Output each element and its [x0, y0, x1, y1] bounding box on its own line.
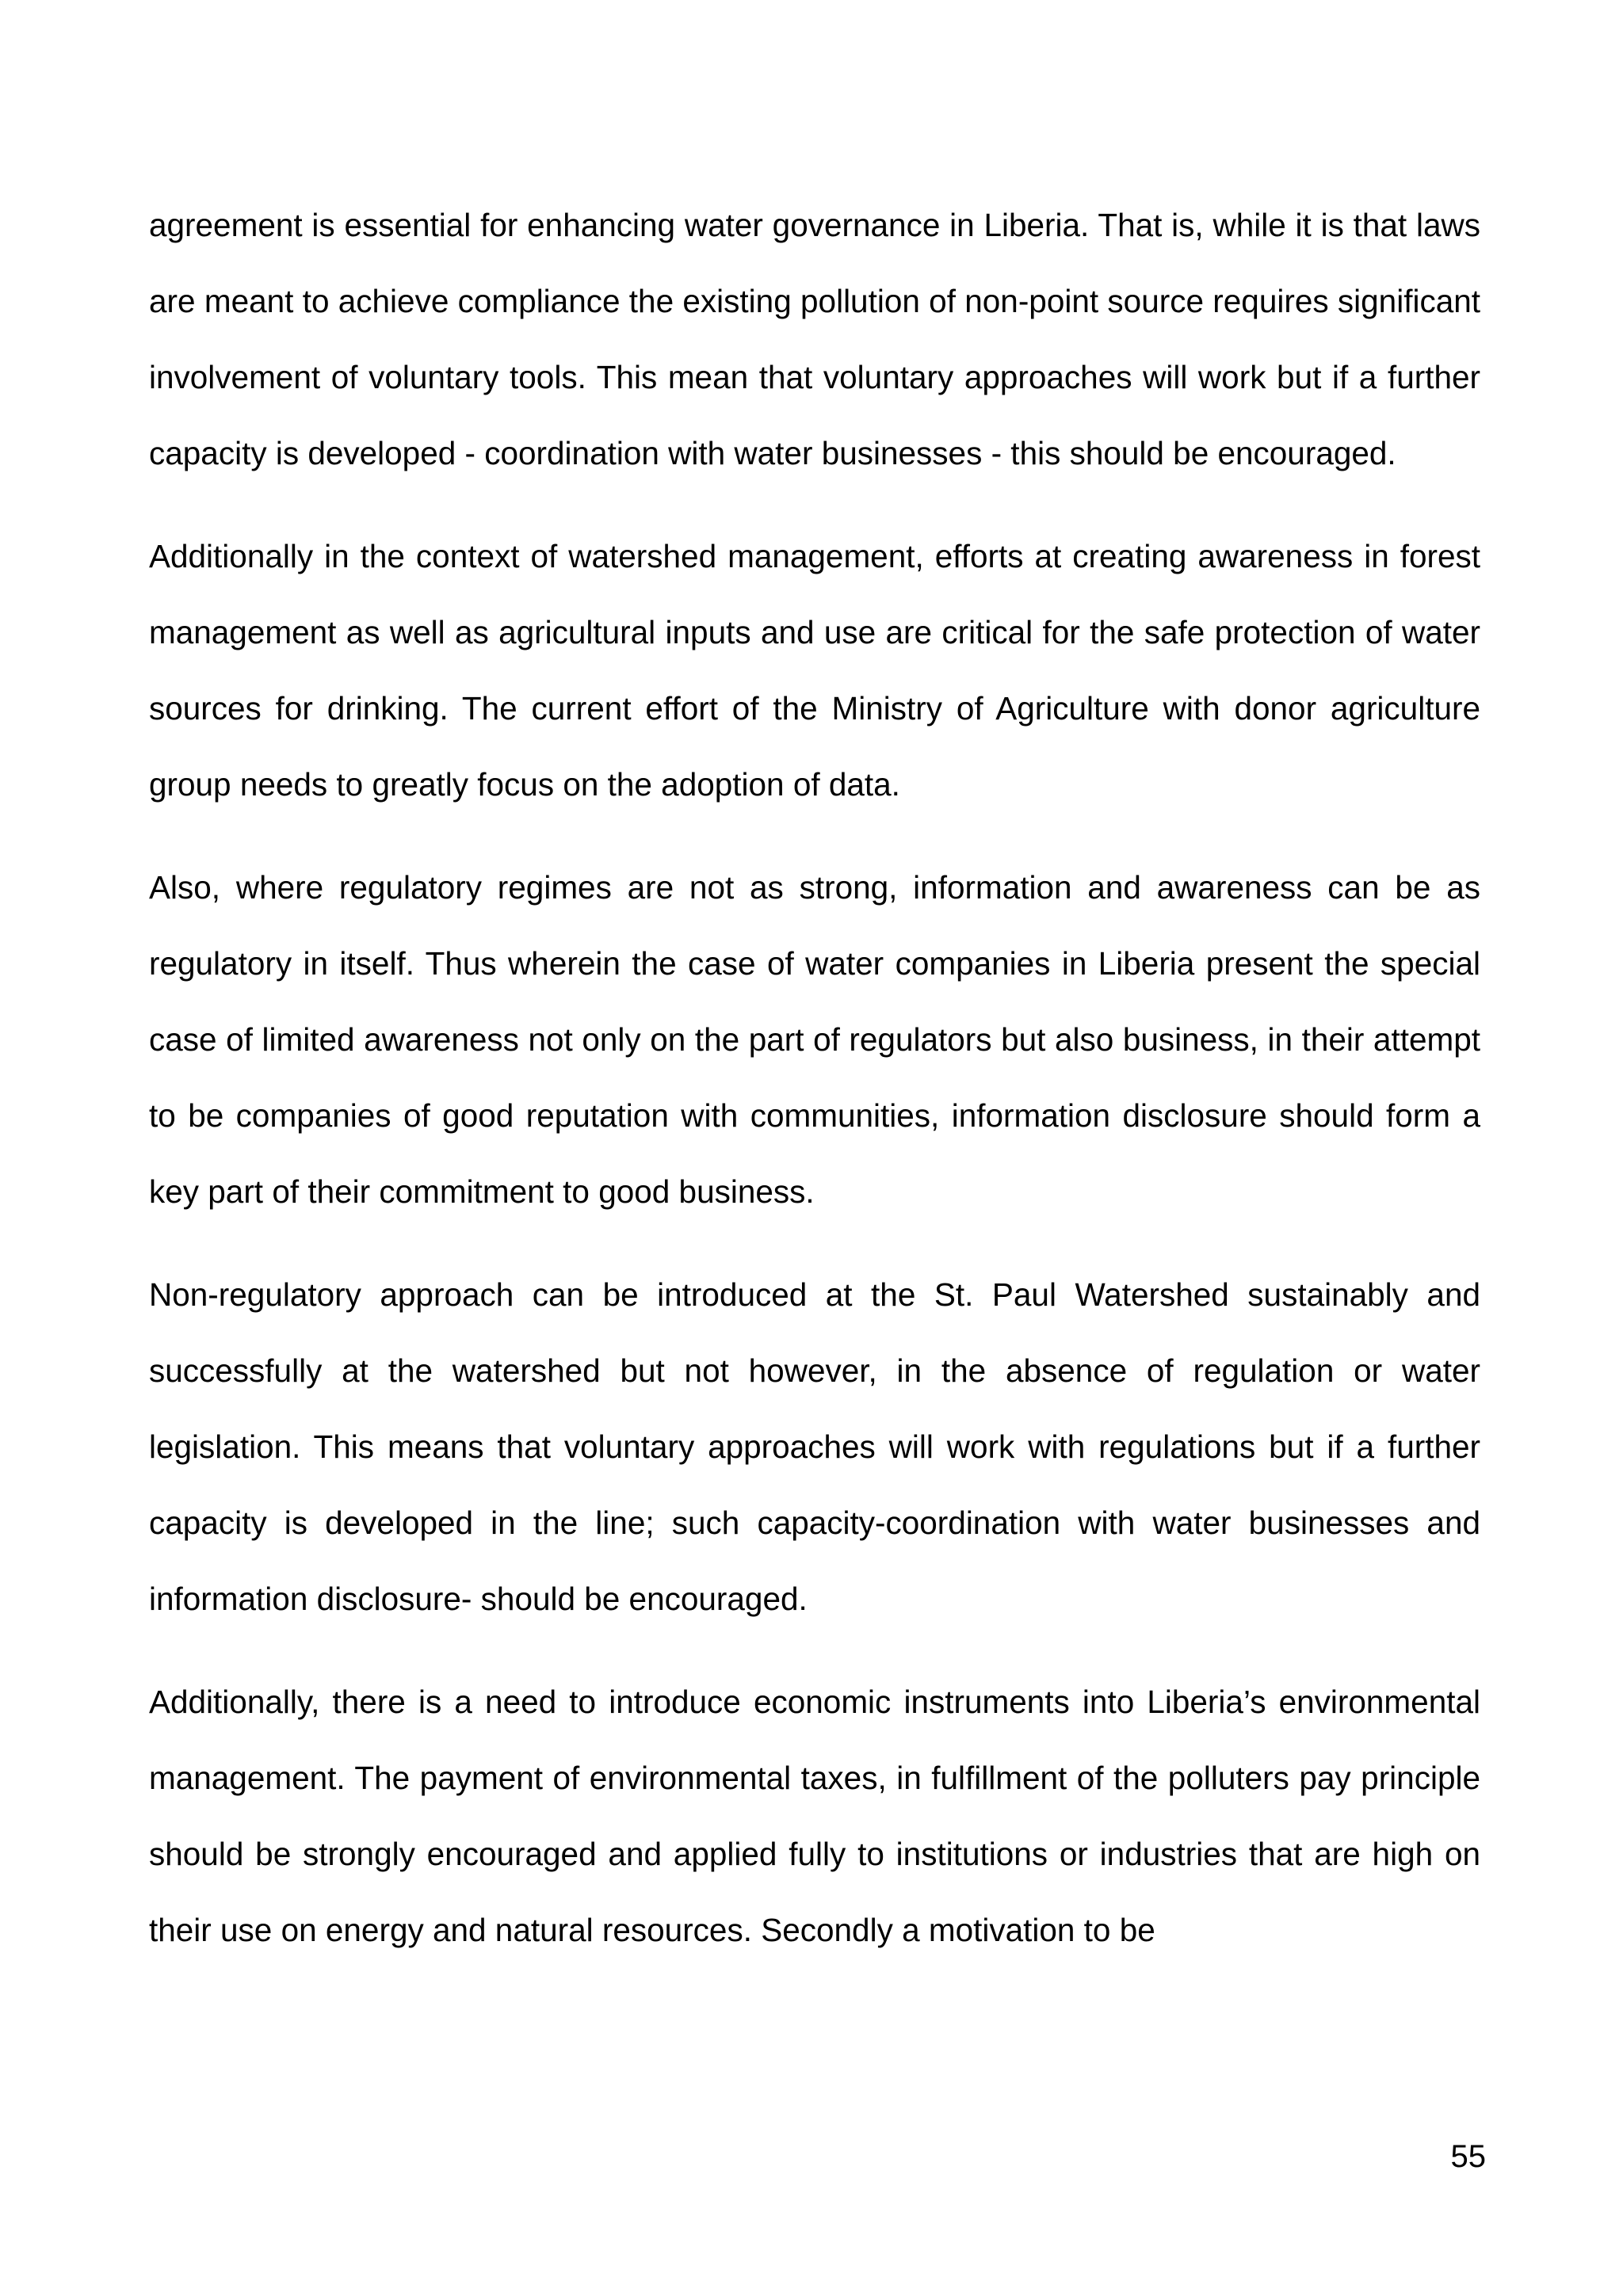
paragraph-5: Additionally, there is a need to introduce economic instruments into Liberia’s environmental management. The payment of environmental taxes, in fulfillment of the polluters pay principle should be strongly encouraged and applied fully to institutions or industries that are high on their use on energy and natural resources. Secondly a motivation to be — [149, 1684, 1480, 1948]
page-number: 55 — [1450, 2139, 1486, 2174]
paragraph-3: Also, where regulatory regimes are not as strong, information and awareness can be as regulatory in itself. Thus wherein the case of water companies in Liberia present the special case of limited awareness not only on the part of regulators but also business, in their attempt to be companies of good reputation with communities, information disclosure should form a key part of their commitment to good business. — [149, 869, 1480, 1210]
paragraph-2: Additionally in the context of watershed management, efforts at creating awareness in forest management as well as agricultural inputs and use are critical for the safe protection of water sources for drinking. The current effort of the Ministry of Agriculture with donor agriculture group needs to greatly focus on the adoption of data. — [149, 538, 1480, 803]
paragraph-1: agreement is essential for enhancing water governance in Liberia. That is, while it is that laws are meant to achieve compliance the existing pollution of non-point source requires significant involvement of voluntary tools. This mean that voluntary approaches will work but if a further capacity is developed - coordination with water businesses - this should be encouraged. — [149, 207, 1480, 471]
paragraph-4: Non-regulatory approach can be introduced at the St. Paul Watershed sustainably and successfully at the watershed but not however, in the absence of regulation or water legislation. This means that voluntary approaches will work with regulations but if a further capacity is developed in the line; such capacity-coordination with water businesses and information disclosure- should be encouraged. — [149, 1276, 1480, 1617]
body-text — [149, 187, 1480, 1995]
